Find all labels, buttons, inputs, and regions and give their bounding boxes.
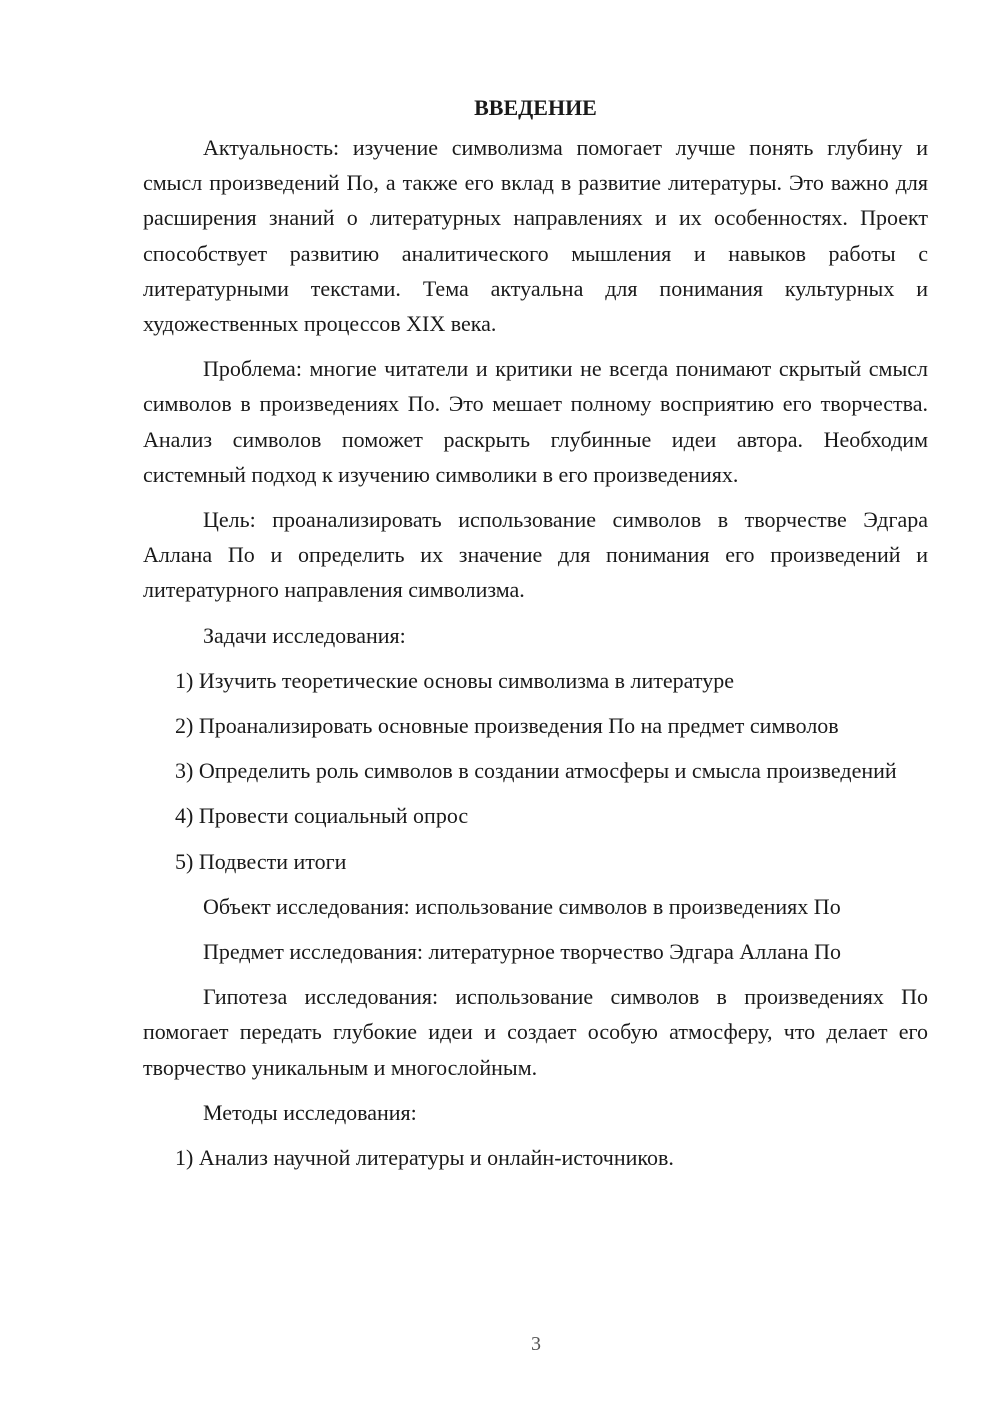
task-item: 1) Изучить теоретические основы символизма в литературе xyxy=(175,667,734,693)
page-number: 3 xyxy=(531,1333,541,1355)
tasks-title: Задачи исследования: xyxy=(203,622,406,648)
research-object: Объект исследования: использование символов в произведениях По xyxy=(203,893,841,919)
hypothesis-paragraph: Гипотеза исследования: использование символов в произведениях По помогает передать глубокие идеи и создает особую атмосферу, что делает его творчество уникальным и многослойным. xyxy=(143,984,928,1080)
task-item: 4) Провести социальный опрос xyxy=(175,803,469,829)
methods-title: Методы исследования: xyxy=(203,1099,417,1125)
section-heading: ВВЕДЕНИЕ xyxy=(474,95,597,120)
document-page xyxy=(143,92,928,1185)
method-item: 1) Анализ научной литературы и онлайн-источников. xyxy=(175,1145,674,1171)
task-item: 5) Подвести итоги xyxy=(175,848,347,874)
task-item: 3) Определить роль символов в создании атмосферы и смысла произведений xyxy=(175,758,897,784)
problem-paragraph: Проблема: многие читатели и критики не всегда понимают скрытый смысл символов в произведениях По. Это мешает полному восприятию его творчества. Анализ символов поможет раскрыть глубинные идеи автора. Необходим системный подход к изучению символики в его произведениях. xyxy=(143,356,928,487)
goal-paragraph: Цель: проанализировать использование символов в творчестве Эдгара Аллана По и определить их значение для понимания его произведений и литературного направления символизма. xyxy=(143,507,928,603)
relevance-paragraph: Актуальность: изучение символизма помогает лучше понять глубину и смысл произведений По, а также его вклад в развитие литературы. Это важно для расширения знаний о литературных направлениях и их особенностях. Проект способствует развитию аналитического мышления и навыков работы с литературными текстами. Тема актуальна для понимания культурных и художественных процессов XIX века. xyxy=(143,135,928,337)
task-item: 2) Проанализировать основные произведения По на предмет символов xyxy=(175,713,839,739)
research-subject: Предмет исследования: литературное творчество Эдгара Аллана По xyxy=(203,939,841,965)
